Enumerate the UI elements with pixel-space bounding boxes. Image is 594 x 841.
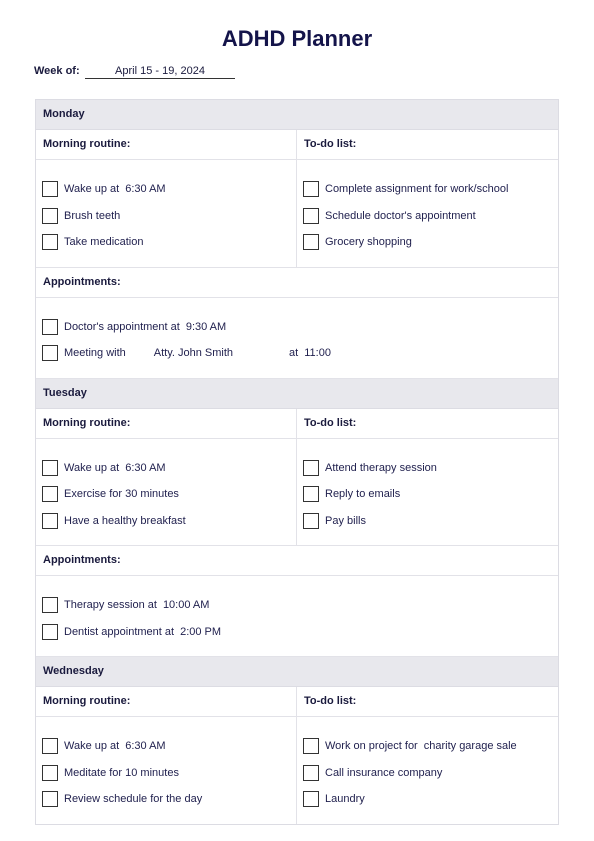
list-item xyxy=(36,786,296,813)
list-item xyxy=(297,481,558,508)
item-text: Meeting with xyxy=(64,347,126,360)
list-item xyxy=(297,203,558,230)
item-text: Therapy session at xyxy=(64,599,157,612)
todo-list xyxy=(297,160,558,267)
checkbox[interactable] xyxy=(42,624,58,640)
item-who: Atty. John Smith xyxy=(153,347,234,360)
page-title: ADHD Planner xyxy=(221,26,373,51)
list-item xyxy=(36,481,296,508)
checkbox[interactable] xyxy=(42,319,58,335)
list-item xyxy=(297,229,558,256)
checkbox[interactable] xyxy=(303,234,319,250)
item-at: at xyxy=(289,347,299,360)
appointments-list xyxy=(36,298,558,379)
day-header: Wednesday xyxy=(36,657,558,687)
list-item xyxy=(36,508,296,535)
routine-list xyxy=(36,717,297,824)
day-section-monday xyxy=(36,100,558,379)
item-text: Call insurance company xyxy=(325,766,443,779)
todo-list xyxy=(297,717,558,824)
appointments-list xyxy=(36,576,558,657)
todo-list-label: To-do list: xyxy=(304,138,357,150)
day-header: Tuesday xyxy=(36,379,558,409)
checkbox[interactable] xyxy=(42,513,58,529)
item-text: Doctor's appointment at xyxy=(64,320,180,333)
list-item xyxy=(297,786,558,813)
morning-routine-label: Morning routine: xyxy=(36,687,297,716)
checkbox[interactable] xyxy=(303,486,319,502)
tasks-row xyxy=(36,717,558,824)
checkbox[interactable] xyxy=(303,738,319,754)
item-value: 6:30 AM xyxy=(125,740,166,753)
item-text: Schedule doctor's appointment xyxy=(325,209,476,222)
day-header: Monday xyxy=(36,100,558,130)
item-text: Exercise for 30 minutes xyxy=(64,488,179,501)
item-value: 2:00 PM xyxy=(180,625,222,638)
checkbox[interactable] xyxy=(42,738,58,754)
checkbox[interactable] xyxy=(303,460,319,476)
item-value: 6:30 AM xyxy=(125,461,166,474)
item-text: Wake up at xyxy=(64,183,120,196)
checkbox[interactable] xyxy=(303,791,319,807)
item-text: Meditate for 10 minutes xyxy=(64,766,179,779)
item-text: Reply to emails xyxy=(325,488,401,501)
item-text: Review schedule for the day xyxy=(64,793,203,806)
item-text: Brush teeth xyxy=(64,209,121,222)
checkbox[interactable] xyxy=(303,513,319,529)
item-text: Attend therapy session xyxy=(325,461,437,474)
subheader-row xyxy=(36,409,558,439)
appointments-label: Appointments: xyxy=(36,546,558,576)
routine-list xyxy=(36,160,297,267)
checkbox[interactable] xyxy=(303,181,319,197)
item-value: 11:00 xyxy=(304,347,331,360)
item-text: Grocery shopping xyxy=(325,236,412,249)
item-value: 6:30 AM xyxy=(125,183,166,196)
item-text: Complete assignment for work/school xyxy=(325,183,509,196)
item-text: Laundry xyxy=(325,793,365,806)
morning-routine-label: Morning routine: xyxy=(36,409,297,438)
checkbox[interactable] xyxy=(42,181,58,197)
morning-routine-label: Morning routine: xyxy=(36,130,297,159)
list-item xyxy=(36,229,296,256)
list-item xyxy=(297,508,558,535)
item-text: Wake up at xyxy=(64,461,120,474)
item-text: Work on project for xyxy=(325,740,418,753)
list-item xyxy=(297,760,558,787)
list-item xyxy=(36,176,296,203)
week-label: Week of: xyxy=(34,65,80,77)
list-item xyxy=(297,176,558,203)
item-text: Take medication xyxy=(64,236,144,249)
tasks-row xyxy=(36,439,558,547)
item-text: Dentist appointment at xyxy=(64,625,175,638)
checkbox[interactable] xyxy=(42,345,58,361)
checkbox[interactable] xyxy=(42,486,58,502)
checkbox[interactable] xyxy=(303,765,319,781)
checkbox[interactable] xyxy=(303,208,319,224)
list-item xyxy=(36,760,296,787)
item-text: Pay bills xyxy=(325,514,366,527)
item-text: Wake up at xyxy=(64,740,120,753)
day-section-wednesday xyxy=(36,657,558,824)
list-item xyxy=(36,203,296,230)
list-item xyxy=(297,733,558,760)
list-item xyxy=(297,455,558,482)
day-section-tuesday xyxy=(36,379,558,658)
todo-list-label: To-do list: xyxy=(304,416,357,429)
checkbox[interactable] xyxy=(42,234,58,250)
todo-list-label: To-do list: xyxy=(304,695,357,707)
checkbox[interactable] xyxy=(42,597,58,613)
checkbox[interactable] xyxy=(42,208,58,224)
list-item xyxy=(36,340,558,367)
item-value: charity garage sale xyxy=(423,740,517,753)
list-item xyxy=(36,592,558,619)
list-item xyxy=(36,733,296,760)
appointments-label: Appointments: xyxy=(36,268,558,298)
checkbox[interactable] xyxy=(42,765,58,781)
planner-table xyxy=(35,99,559,825)
tasks-row xyxy=(36,160,558,268)
week-field[interactable]: April 15 - 19, 2024 xyxy=(85,65,235,79)
item-text: Have a healthy breakfast xyxy=(64,514,186,527)
subheader-row xyxy=(36,687,558,717)
todo-list xyxy=(297,439,558,546)
checkbox[interactable] xyxy=(42,791,58,807)
list-item xyxy=(36,619,558,646)
list-item xyxy=(36,314,558,341)
subheader-row xyxy=(36,130,558,160)
item-value: 9:30 AM xyxy=(185,320,227,333)
list-item xyxy=(36,455,296,482)
item-value: 10:00 AM xyxy=(162,599,210,612)
checkbox[interactable] xyxy=(42,460,58,476)
routine-list xyxy=(36,439,297,546)
